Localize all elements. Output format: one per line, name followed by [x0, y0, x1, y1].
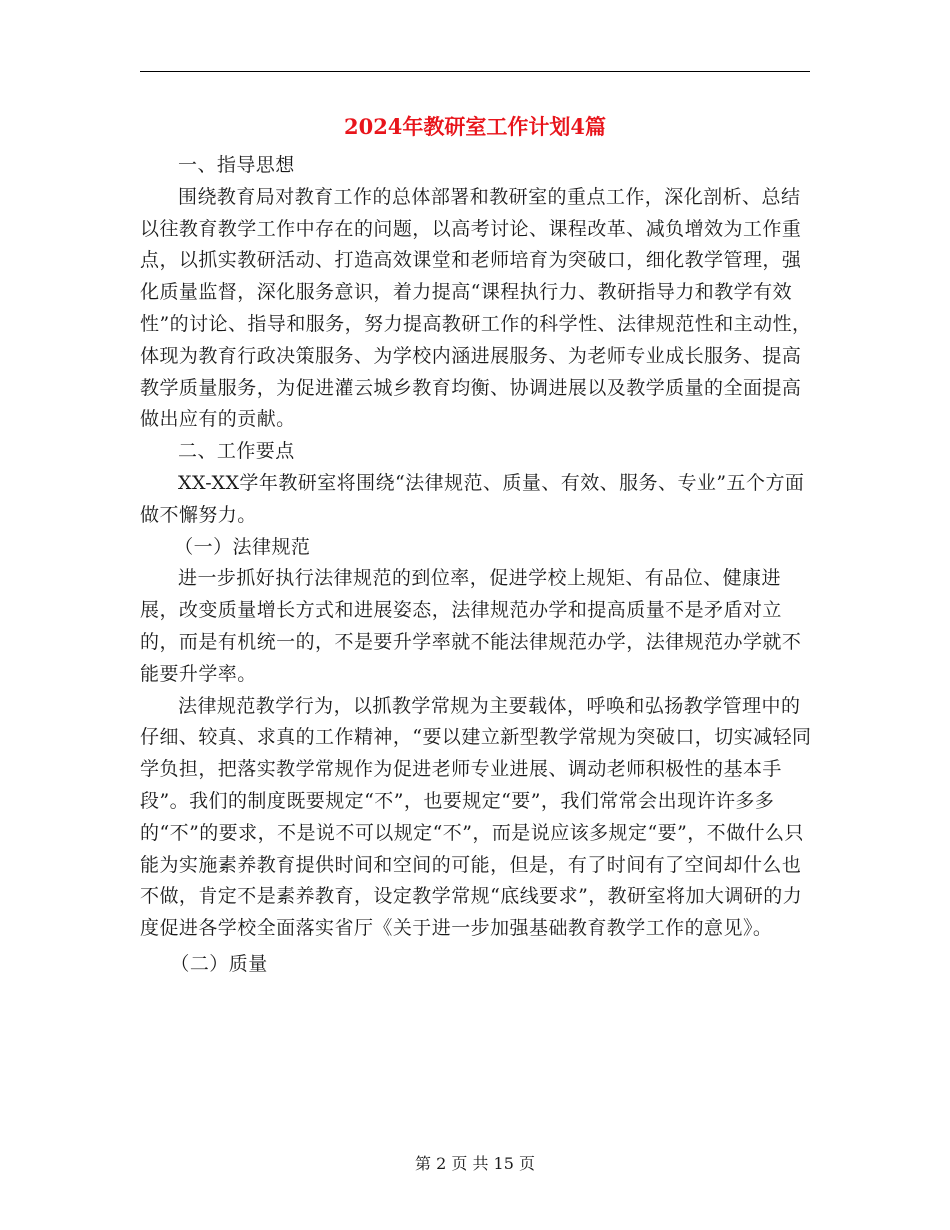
document-title: 2024年教研室工作计划4篇	[343, 114, 607, 139]
paragraph-guiding-thought: 围绕教育局对教育工作的总体部署和教研室的重点工作，深化剖析、总结以往教育教学工作中存在的问题，以高考讨论、课程改革、减负增效为工作重点，以抓实教研活动、打造高效课堂和老师培育为突破口，细化教学管理，强化质量监督，深化服务意识，着力提高“课程执行力、教研指导力和教学有效性”的讨论、指导和服务，努力提高教研工作的科学性、法律规范性和主动性，体现为教育行政决策服务、为学校内涵进展服务、为老师专业成长服务、提高教学质量服务，为促进灌云城乡教育均衡、协调进展以及教学质量的全面提高做出应有的贡献。	[140, 185, 812, 431]
paragraph-legal-norms-2: 法律规范教学行为，以抓教学常规为主要载体，呼唤和弘扬教学管理中的仔细、较真、求真的工作精神，“要以建立新型教学常规为突破口，切实减轻同学负担，把落实教学常规作为促进老师专业进展、调动老师积极性的基本手段”。我们的制度既要规定“不”，也要规定“要”，我们常常会出现许许多多的“不”的要求，不是说不可以规定“不”，而是说应该多规定“要”，不做什么只能为实施素养教育提供时间和空间的可能，但是，有了时间有了空间却什么也不做，肯定不是素养教育，设定教学常规“底线要求”，教研室将加大调研的力度促进各学校全面落实省厅《关于进一步加强基础教育教学工作的意见》。	[140, 694, 812, 940]
document-body	[140, 150, 812, 981]
page-footer: 第 2 页 共 15 页	[415, 1154, 535, 1173]
subsection-heading-legal-norms: （一）法律规范	[174, 535, 311, 558]
paragraph-work-points-intro: XX-XX学年教研室将围绕“法律规范、质量、有效、服务、专业”五个方面做不懈努力。	[140, 471, 805, 526]
section-heading-work-points: 二、工作要点	[178, 440, 295, 463]
subsection-heading-quality: （二）质量	[170, 952, 268, 975]
section-heading-guiding-thought: 一、指导思想	[178, 154, 295, 176]
header-rule	[140, 71, 810, 72]
paragraph-legal-norms-1: 进一步抓好执行法律规范的到位率，促进学校上规矩、有品位、健康进展，改变质量增长方式和进展姿态，法律规范办学和提高质量不是矛盾对立的，而是有机统一的，不是要升学率就不能法律规范办学，法律规范办学就不能要升学率。	[140, 567, 802, 685]
